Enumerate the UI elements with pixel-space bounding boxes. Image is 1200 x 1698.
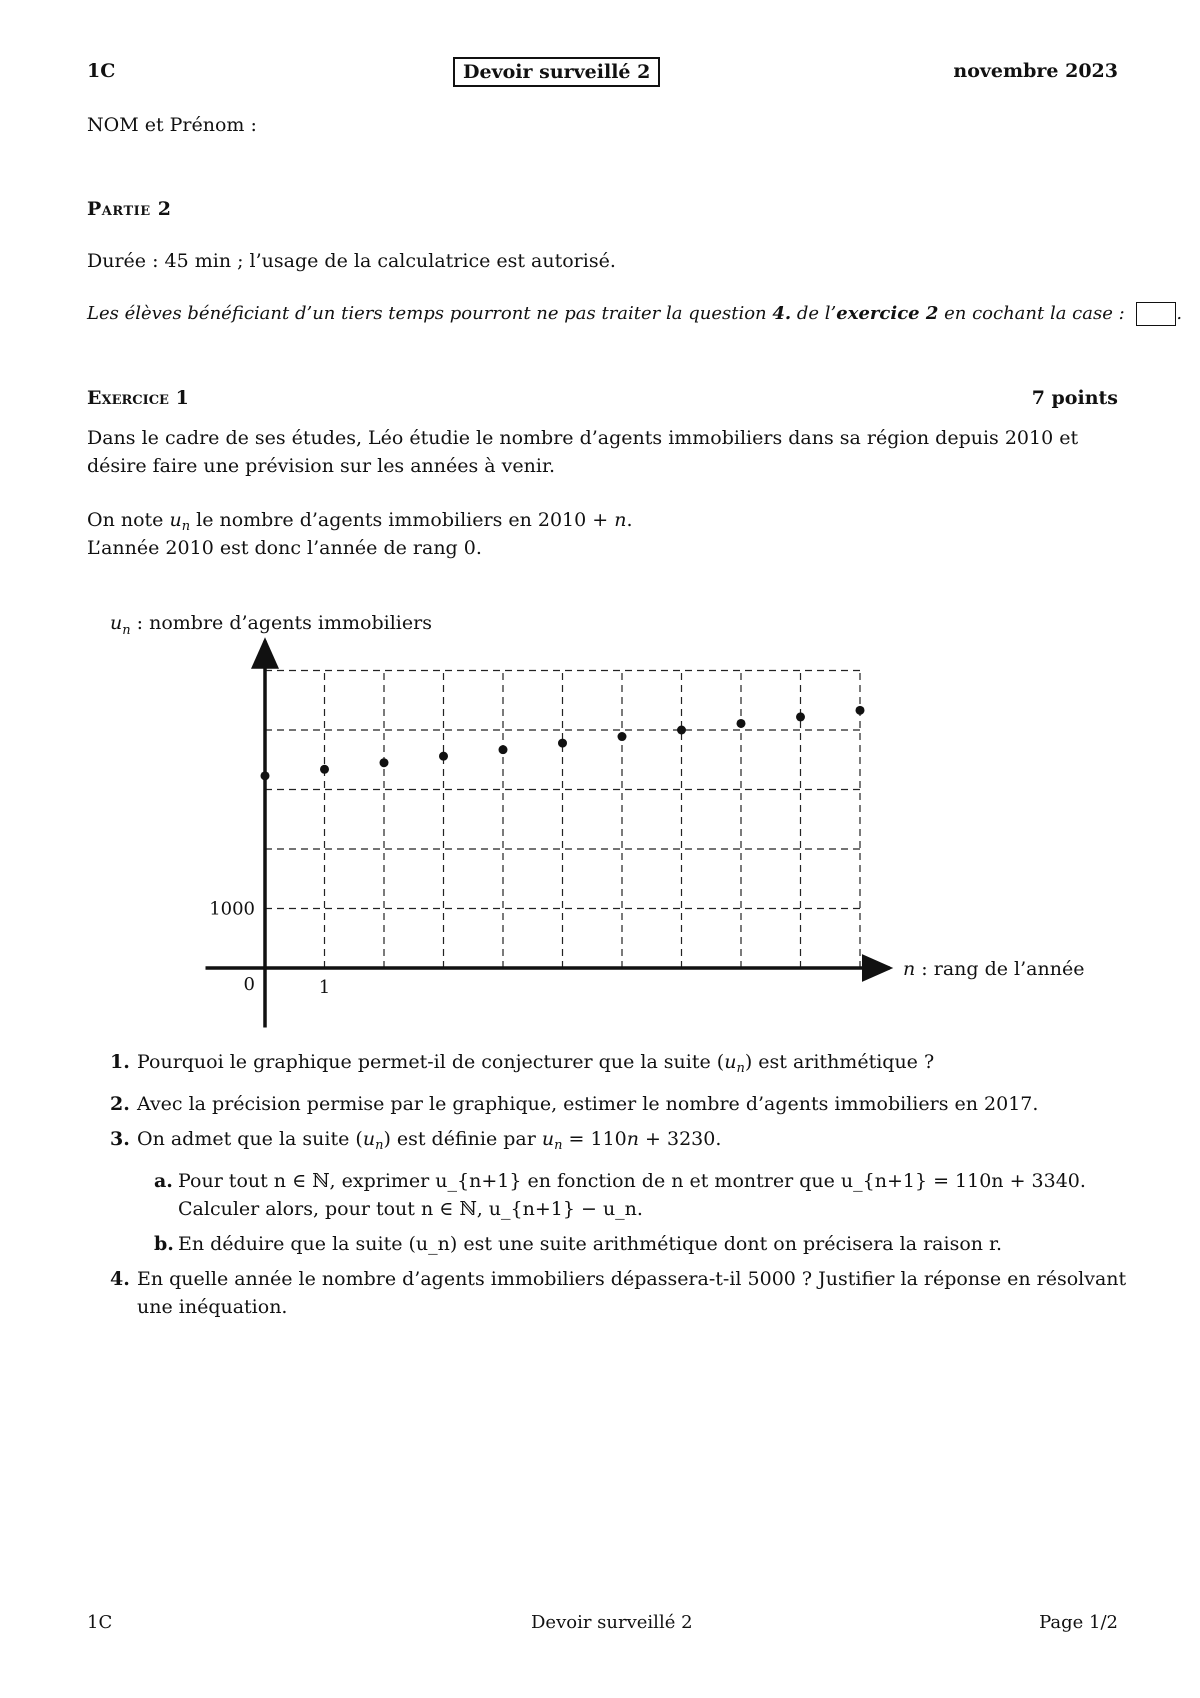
question-number: 3. xyxy=(110,1128,130,1150)
subquestion-b xyxy=(154,1230,1130,1258)
question-number: 2. xyxy=(110,1093,130,1115)
y-tick-label: 1000 xyxy=(209,898,255,920)
tiers-text-c: en cochant la case : xyxy=(938,303,1131,324)
def-text-d: . xyxy=(626,509,633,531)
q1-part-a: Pourquoi le graphique permet-il de conjecturer que la suite ( xyxy=(137,1051,725,1073)
exercise-title: Exercice 1 xyxy=(87,387,189,409)
part-label: Partie 2 xyxy=(87,198,172,220)
tiers-text-end: . xyxy=(1176,303,1183,324)
question-2 xyxy=(110,1090,1130,1118)
tiers-text-a: Les élèves bénéficiant d’un tiers temps pourront ne pas traiter la question xyxy=(87,303,773,324)
q3-n2: n xyxy=(554,1138,563,1153)
y-axis-label: $u_n$ : nombre d’agents immobiliers xyxy=(110,612,432,638)
x-axis-label: n : rang de l’année xyxy=(903,958,1085,980)
data-point xyxy=(796,712,805,721)
data-point xyxy=(677,726,686,735)
question-text xyxy=(137,1125,1130,1160)
origin-label: 0 xyxy=(243,974,255,995)
q1-n: n xyxy=(736,1061,745,1076)
x-tick-label: 1 xyxy=(318,977,331,998)
duration-note: Durée : 45 min ; l’usage de la calculatrice est autorisé. xyxy=(87,250,616,272)
name-label: NOM et Prénom : xyxy=(87,114,257,136)
header-date: novembre 2023 xyxy=(953,60,1118,82)
def-u: u xyxy=(169,509,182,531)
subquestion-a-line2: Calculer alors, pour tout n ∈ ℕ, u_{n+1} − u_n. xyxy=(178,1198,643,1220)
data-point xyxy=(618,732,627,741)
header-title: Devoir surveillé 2 xyxy=(453,57,660,87)
question-text: En quelle année le nombre d’agents immobiliers dépassera-t-il 5000 ? Justifier la réponse en résolvant une inéquation. xyxy=(137,1268,1127,1318)
tiers-text-b: de l’ xyxy=(791,303,837,324)
subquestion-number: b. xyxy=(154,1233,174,1255)
q3-u2: u xyxy=(541,1128,555,1150)
q3-part-d: + 3230. xyxy=(639,1128,722,1150)
question-text: Avec la précision permise par le graphique, estimer le nombre d’agents immobiliers en 2017. xyxy=(137,1093,1039,1115)
exercise-intro: Dans le cadre de ses études, Léo étudie le nombre d’agents immobiliers dans sa région depuis 2010 et désire faire une prévision sur les années à venir. xyxy=(87,427,1079,477)
question-3 xyxy=(110,1125,1130,1160)
q3-n3: n xyxy=(626,1128,639,1150)
question-text xyxy=(137,1048,1130,1083)
question-number: 1. xyxy=(110,1051,130,1073)
q1-part-b: ) est arithmétique ? xyxy=(744,1051,935,1073)
data-point xyxy=(261,771,270,780)
question-list xyxy=(110,1048,1130,1328)
def-n: n xyxy=(614,509,627,531)
question-4 xyxy=(110,1265,1130,1321)
data-point xyxy=(439,752,448,761)
q3-n1: n xyxy=(375,1138,384,1153)
question-1 xyxy=(110,1048,1130,1083)
subquestion-a xyxy=(154,1167,1130,1223)
data-point xyxy=(499,745,508,754)
footer-center: Devoir surveillé 2 xyxy=(531,1612,693,1633)
question-number: 4. xyxy=(110,1268,130,1290)
exercise-points: 7 points xyxy=(1031,387,1118,409)
footer-left: 1C xyxy=(87,1612,113,1633)
def-text-b: le nombre d’agents immobiliers en 2010 + xyxy=(190,509,615,531)
q3-part-b: ) est définie par xyxy=(383,1128,542,1150)
data-point xyxy=(558,739,567,748)
def-text-a: On note xyxy=(87,509,170,531)
data-point xyxy=(320,765,329,774)
footer-right: Page 1/2 xyxy=(1039,1612,1118,1633)
subquestion-text: En déduire que la suite (u_n) est une suite arithmétique dont on précisera la raison r. xyxy=(178,1233,1003,1255)
q3-part-c: = 110 xyxy=(562,1128,627,1150)
tiers-question: 4. xyxy=(772,303,792,324)
q1-u: u xyxy=(724,1051,737,1073)
q3-u1: u xyxy=(362,1128,376,1150)
def-n-sub: n xyxy=(181,519,191,534)
subquestion-text xyxy=(178,1167,1130,1223)
q3-part-a: On admet que la suite ( xyxy=(137,1128,363,1150)
data-point xyxy=(856,706,865,715)
header-class: 1C xyxy=(87,60,116,82)
data-point xyxy=(380,758,389,767)
subquestion-number: a. xyxy=(154,1170,173,1192)
data-point xyxy=(737,719,746,728)
tiers-exercise: exercice 2 xyxy=(836,303,939,324)
rank-note: L’année 2010 est donc l’année de rang 0. xyxy=(87,537,482,559)
subquestion-a-line1: Pour tout n ∈ ℕ, exprimer u_{n+1} en fonction de n et montrer que u_{n+1} = 110n + 3340. xyxy=(178,1170,1086,1192)
